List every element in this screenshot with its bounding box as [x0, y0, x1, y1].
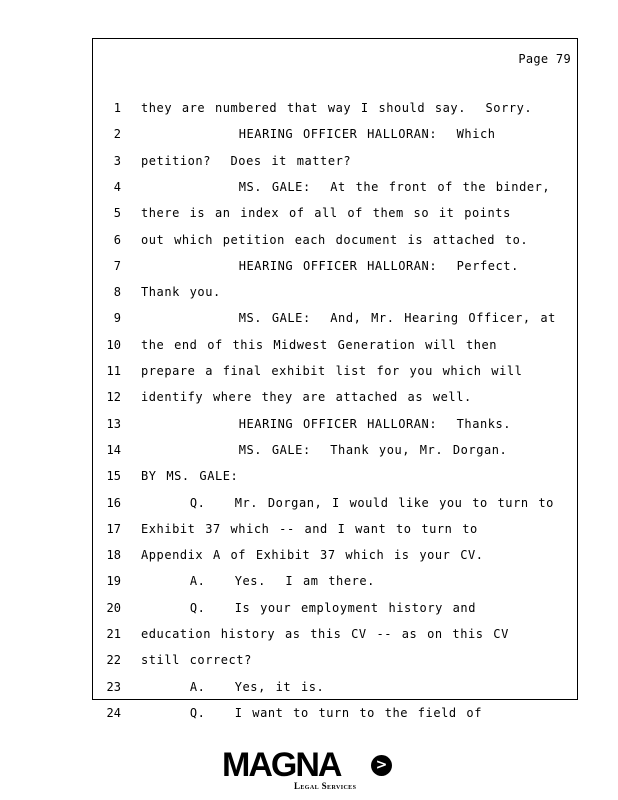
transcript-line	[93, 361, 577, 381]
transcript-line	[93, 493, 577, 513]
line-number: 3	[113, 153, 121, 168]
transcript-line	[93, 571, 577, 591]
line-number: 7	[113, 258, 121, 273]
line-text: the end of this Midwest Generation will then	[141, 337, 498, 352]
line-text: A. Yes. I am there.	[141, 574, 375, 589]
line-text: MS. GALE: And, Mr. Hearing Officer, at	[141, 311, 556, 326]
transcript-line	[93, 308, 577, 328]
line-number: 9	[113, 311, 121, 326]
line-number: 21	[106, 627, 121, 641]
line-number: 12	[106, 390, 121, 405]
line-text: still correct?	[141, 653, 252, 668]
transcript-line	[93, 545, 577, 565]
transcript-line	[93, 177, 577, 197]
transcript-line	[93, 519, 577, 539]
transcript-line	[93, 703, 577, 723]
line-number: 4	[113, 179, 121, 194]
line-number: 17	[106, 521, 121, 536]
line-text: there is an index of all of them so it points	[141, 206, 511, 221]
transcript-line	[93, 124, 577, 144]
line-text: BY MS. GALE:	[141, 469, 239, 484]
arrow-icon: >	[371, 755, 392, 776]
logo-wordmark: MAGNA	[222, 746, 341, 784]
transcript-line	[93, 230, 577, 250]
transcript-line	[93, 440, 577, 460]
transcript-line	[93, 624, 577, 644]
transcript-line	[93, 282, 577, 302]
transcript-line	[93, 335, 577, 355]
transcript-line	[93, 677, 577, 697]
transcript-line	[93, 466, 577, 486]
page-number: Page 79	[518, 52, 571, 66]
magna-logo	[222, 748, 397, 794]
line-number: 22	[106, 653, 121, 668]
transcript-line	[93, 256, 577, 276]
line-number: 15	[106, 469, 121, 484]
line-text: out which petition each document is attached to.	[141, 232, 529, 247]
line-number: 11	[106, 364, 121, 378]
line-number: 8	[113, 285, 121, 300]
line-text: Exhibit 37 which -- and I want to turn to	[141, 521, 478, 536]
line-text: education history as this CV -- as on this CV	[141, 627, 509, 641]
line-number: 2	[113, 127, 121, 142]
line-text: HEARING OFFICER HALLORAN: Thanks.	[141, 416, 512, 431]
logo-subtitle: Legal Services	[294, 781, 357, 791]
line-number: 14	[106, 442, 121, 457]
line-text: MS. GALE: At the front of the binder,	[141, 179, 551, 194]
transcript-line	[93, 151, 577, 171]
line-number: 24	[106, 705, 121, 720]
line-number: 6	[113, 232, 121, 247]
line-text: identify where they are attached as well.	[141, 390, 472, 405]
line-number: 20	[106, 600, 121, 615]
line-number: 13	[106, 416, 121, 431]
line-text: HEARING OFFICER HALLORAN: Which	[141, 127, 496, 142]
line-number: 10	[106, 337, 121, 352]
line-text: Appendix A of Exhibit 37 which is your CV.	[141, 548, 484, 563]
line-text: Thank you.	[141, 285, 221, 300]
line-number: 23	[106, 679, 121, 694]
line-number: 16	[106, 495, 121, 510]
line-text: Q. Mr. Dorgan, I would like you to turn to	[141, 495, 554, 510]
line-text: MS. GALE: Thank you, Mr. Dorgan.	[141, 442, 508, 457]
transcript-line	[93, 650, 577, 670]
line-text: HEARING OFFICER HALLORAN: Perfect.	[141, 258, 519, 273]
line-text: Q. Is your employment history and	[141, 600, 476, 615]
line-text: Q. I want to turn to the field of	[141, 705, 482, 720]
transcript-line	[93, 387, 577, 407]
transcript-page	[92, 38, 578, 720]
line-text: prepare a final exhibit list for you which will	[141, 364, 523, 378]
line-text: petition? Does it matter?	[141, 153, 352, 168]
line-number: 5	[113, 206, 121, 221]
transcript-line	[93, 203, 577, 223]
transcript-line	[93, 98, 577, 118]
line-number: 19	[106, 574, 121, 589]
line-text: A. Yes, it is.	[141, 679, 325, 694]
line-text: they are numbered that way I should say. Sorry.	[141, 101, 533, 115]
transcript-line	[93, 598, 577, 618]
line-number: 18	[106, 548, 121, 563]
line-number: 1	[113, 101, 121, 115]
transcript-line	[93, 414, 577, 434]
